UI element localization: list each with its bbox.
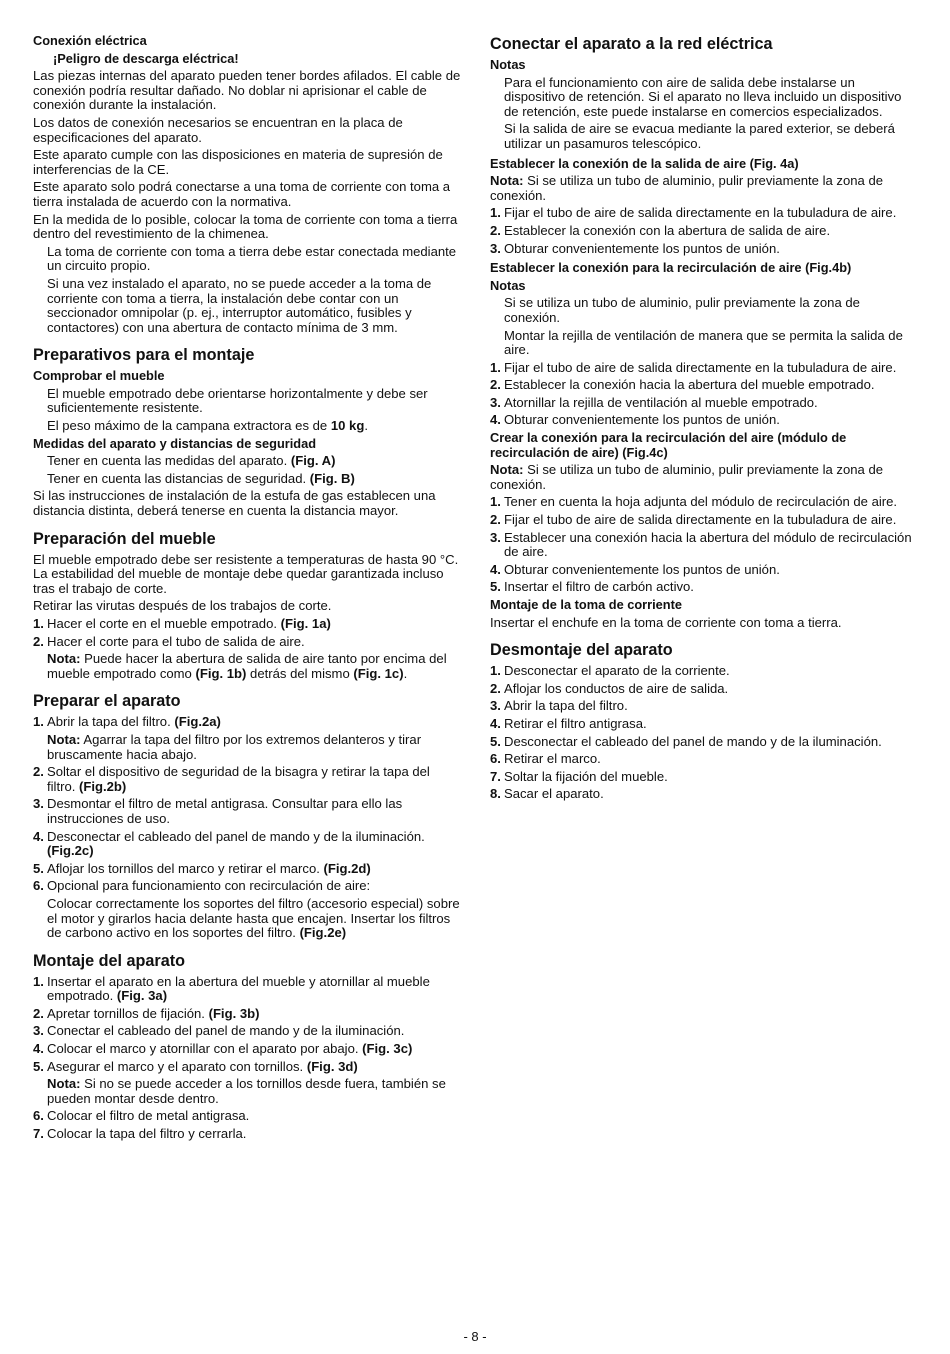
indented-note: Montar la rejilla de ventilación de manera que se permita la salida de aire. xyxy=(504,327,903,358)
subheading: Comprobar el mueble xyxy=(33,368,165,384)
indented-note: Tener en cuenta las distancias de seguridad. (Fig. B) xyxy=(47,470,355,486)
list-item: 3. Desmontar el filtro de metal antigrasa. Consultar para ello las instrucciones de uso. xyxy=(33,796,403,826)
paragraph: Este aparato solo podrá conectarse a una toma de corriente con toma a tierra instalada de acuerdo con la normativa. xyxy=(33,179,451,209)
list-item: 4. Obturar convenientemente los puntos de unión. xyxy=(490,412,780,428)
electric-heading: Conexión eléctrica xyxy=(33,33,147,48)
list-item: 6. Retirar el marco. xyxy=(490,751,601,767)
indented-note: Si se utiliza un tubo de aluminio, pulir previamente la zona de conexión. xyxy=(504,295,860,325)
note: Nota: Agarrar la tapa del filtro por los extremos delanteros y tirar bruscamente hacia abajo. xyxy=(47,731,422,762)
list-item: 3. Establecer una conexión hacia la abertura del módulo de recirculación de aire. xyxy=(490,529,912,560)
paragraph: Insertar el enchufe en la toma de corriente con toma a tierra. xyxy=(490,614,842,630)
list-item: 1. Desconectar el aparato de la corriente. xyxy=(490,663,730,679)
section-heading: Conectar el aparato a la red eléctrica xyxy=(490,35,773,53)
list-item: 6. Colocar el filtro de metal antigrasa. xyxy=(33,1108,250,1124)
list-item: 3. Obturar convenientemente los puntos de unión. xyxy=(490,240,780,256)
subheading: Establecer la conexión de la salida de aire (Fig. 4a) xyxy=(490,155,799,171)
left-column xyxy=(33,34,461,1145)
paragraph: El mueble empotrado debe ser resistente a temperaturas de hasta 90 °C. La estabilidad del mueble de montaje debe quedar garantizada incluso tras el trabajo de corte. xyxy=(33,551,459,596)
section-heading: Preparar el aparato xyxy=(33,692,181,711)
note: Nota: Si no se puede acceder a los tornillos desde fuera, también se pueden montar desde dentro. xyxy=(47,1076,446,1106)
note: Nota: Si se utiliza un tubo de aluminio, pulir previamente la zona de conexión. xyxy=(490,462,884,492)
section-heading: Preparativos para el montaje xyxy=(33,346,255,365)
list-item: 5. Asegurar el marco y el aparato con tornillos. (Fig. 3d) xyxy=(33,1058,358,1074)
indented-note: El peso máximo de la campana extractora es de 10 kg. xyxy=(47,418,368,434)
list-item: 7. Soltar la fijación del mueble. xyxy=(490,768,668,784)
list-item: 6. Opcional para funcionamiento con recirculación de aire: xyxy=(33,878,371,894)
subheading: Montaje de la toma de corriente xyxy=(490,597,682,612)
electric-warning: ¡Peligro de descarga eléctrica! xyxy=(53,50,239,66)
list-item: 1. Insertar el aparato en la abertura del mueble y atornillar al mueble empotrado. (Fig. 3a) xyxy=(33,973,430,1004)
list-item: 1. Abrir la tapa del filtro. (Fig.2a) xyxy=(33,714,221,730)
subheading: Establecer la conexión para la recirculación de aire (Fig.4b) xyxy=(490,260,852,276)
notes-heading: Notas xyxy=(490,57,526,72)
page-number: - 8 - xyxy=(463,1329,487,1344)
section-heading: Montaje del aparato xyxy=(33,951,186,970)
note: Nota: Puede hacer la abertura de salida de aire tanto por encima del mueble empotrado como (Fig. 1b) detrás del mismo (Fig. 1c). xyxy=(47,651,447,681)
indented-note: Para el funcionamiento con aire de salida debe instalarse un dispositivo de retención. Si el aparato no lleva incluido un dispositivo de retención, este puede instalarse en comercios especializados. xyxy=(504,74,902,119)
list-item: 2. Soltar el dispositivo de seguridad de la bisagra y retirar la tapa del filtro. (Fig.2b) xyxy=(33,764,430,794)
paragraph: Este aparato cumple con las disposiciones en materia de supresión de interferencias de la CE. xyxy=(33,147,443,177)
list-item: 3. Atornillar la rejilla de ventilación al mueble empotrado. xyxy=(490,394,818,410)
list-item: 5. Insertar el filtro de carbón activo. xyxy=(490,579,694,595)
section-heading: Desmontaje del aparato xyxy=(490,641,673,660)
indented-note: El mueble empotrado debe orientarse horizontalmente y debe ser suficientemente resistente. xyxy=(47,385,428,416)
right-column xyxy=(490,34,918,805)
indented-note: Si una vez instalado el aparato, no se puede acceder a la toma de corriente con toma a tierra, la instalación debe contar con un seccionador omnipolar (p. ej., interruptor automático, fusibles y contactores) con una abertura de contacto mínima de 3 mm. xyxy=(47,275,432,335)
list-item: 7. Colocar la tapa del filtro y cerrarla. xyxy=(33,1126,247,1142)
section-heading: Preparación del mueble xyxy=(33,529,216,548)
paragraph: Si las instrucciones de instalación de la estufa de gas establecen una distancia distinta, deberá tenerse en cuenta la distancia mayor. xyxy=(33,488,436,519)
list-item: 2. Fijar el tubo de aire de salida directamente en la tubuladura de aire. xyxy=(490,512,897,528)
list-item: 1. Hacer el corte en el mueble empotrado. (Fig. 1a) xyxy=(33,616,331,631)
list-item: 5. Aflojar los tornillos del marco y retirar el marco. (Fig.2d) xyxy=(33,860,371,876)
note: Colocar correctamente los soportes del filtro (accesorio especial) sobre el motor y girarlos hacia delante hasta que encajen. Insertar los filtros de carbono activo en los soportes del filtro. (Fig.2e) xyxy=(47,895,460,941)
list-item: 3. Conectar el cableado del panel de mando y de la iluminación. xyxy=(33,1023,405,1039)
notes-heading: Notas xyxy=(490,277,526,293)
list-item: 2. Establecer la conexión con la abertura de salida de aire. xyxy=(490,222,831,238)
paragraph: En la medida de lo posible, colocar la toma de corriente con toma a tierra dentro del revestimiento de la chimenea. xyxy=(33,211,458,242)
list-item: 1. Fijar el tubo de aire de salida directamente en la tubuladura de aire. xyxy=(490,359,897,375)
paragraph: Las piezas internas del aparato pueden tener bordes afilados. El cable de conexión podría resultar dañado. No doblar ni aprisionar el cable de conexión durante la instalación. xyxy=(33,68,461,113)
list-item: 2. Aflojar los conductos de aire de salida. xyxy=(490,680,729,696)
subheading: Medidas del aparato y distancias de seguridad xyxy=(33,435,317,451)
indented-note: Si la salida de aire se evacua mediante la pared exterior, se deberá utilizar un pasamuros telescópico. xyxy=(504,121,895,151)
list-item: 4. Obturar convenientemente los puntos de unión. xyxy=(490,561,780,577)
indented-note: Tener en cuenta las medidas del aparato. (Fig. A) xyxy=(47,453,336,469)
indented-note: La toma de corriente con toma a tierra debe estar conectada mediante un circuito propio. xyxy=(47,243,457,274)
list-item: 2. Establecer la conexión hacia la abertura del mueble empotrado. xyxy=(490,377,875,393)
list-item: 5. Desconectar el cableado del panel de mando y de la iluminación. xyxy=(490,733,882,749)
paragraph: Los datos de conexión necesarios se encuentran en la placa de especificaciones del aparato. xyxy=(33,114,403,145)
list-item: 1. Tener en cuenta la hoja adjunta del módulo de recirculación de aire. xyxy=(490,494,898,510)
list-item: 2. Apretar tornillos de fijación. (Fig. 3b) xyxy=(33,1005,260,1021)
note: Nota: Si se utiliza un tubo de aluminio, pulir previamente la zona de conexión. xyxy=(490,173,884,203)
list-item: 1. Fijar el tubo de aire de salida directamente en la tubuladura de aire. xyxy=(490,205,897,221)
paragraph: Retirar las virutas después de los trabajos de corte. xyxy=(33,598,332,614)
list-item: 8. Sacar el aparato. xyxy=(490,786,604,802)
list-item: 2. Hacer el corte para el tubo de salida de aire. xyxy=(33,633,305,649)
list-item: 4. Colocar el marco y atornillar con el aparato por abajo. (Fig. 3c) xyxy=(33,1041,413,1057)
list-item: 4. Retirar el filtro antigrasa. xyxy=(490,715,647,731)
subheading: Crear la conexión para la recirculación del aire (módulo de recirculación de aire) (Fig.4c) xyxy=(490,430,847,460)
list-item: 4. Desconectar el cableado del panel de mando y de la iluminación. (Fig.2c) xyxy=(33,828,425,859)
list-item: 3. Abrir la tapa del filtro. xyxy=(490,698,628,714)
